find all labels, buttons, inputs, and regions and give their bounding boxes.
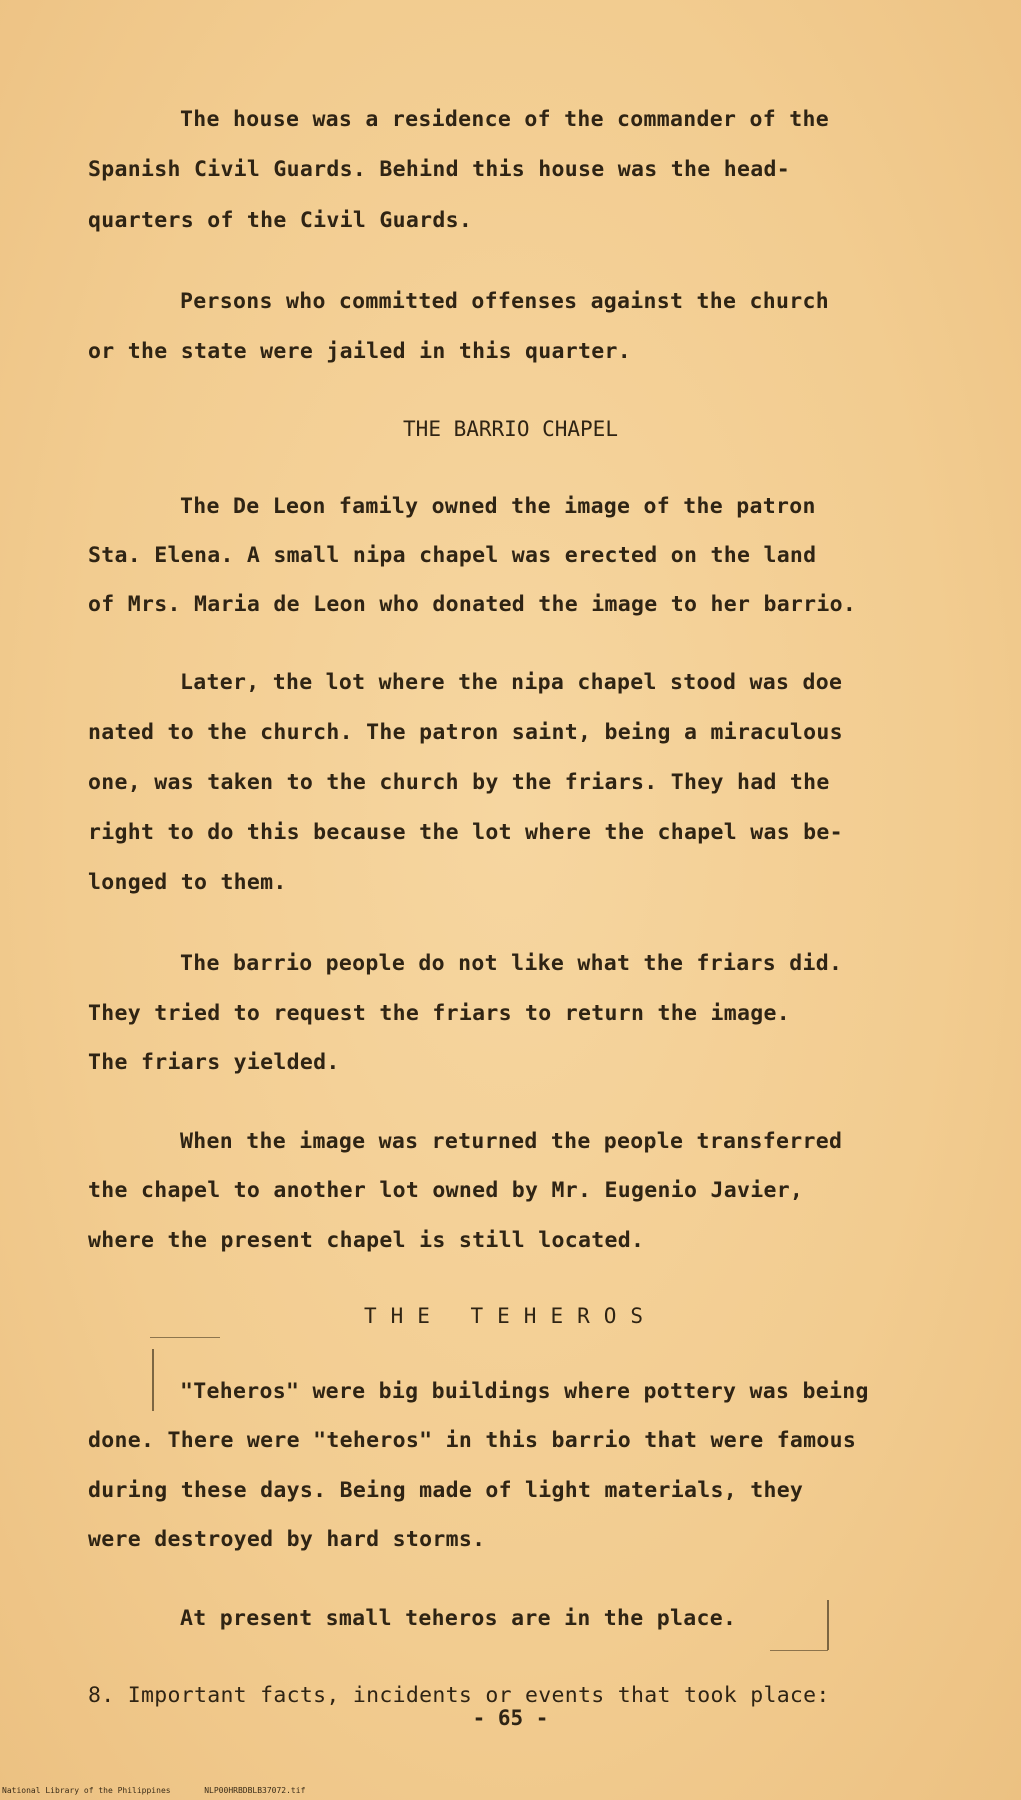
footer-filename: NLP00HRBDBLB37072.tif bbox=[204, 1786, 306, 1795]
text-line: nated to the church. The patron saint, being a miraculous bbox=[88, 720, 843, 745]
text-line: "Teheros" were big buildings where pottery was being bbox=[180, 1379, 869, 1404]
text-line: When the image was returned the people transferred bbox=[180, 1129, 843, 1154]
text-line: right to do this because the lot where the chapel was be- bbox=[88, 820, 843, 845]
pencil-bracket bbox=[152, 1349, 154, 1411]
text-line: quarters of the Civil Guards. bbox=[88, 208, 473, 233]
text-line: The friars yielded. bbox=[88, 1050, 340, 1075]
text-line: of Mrs. Maria de Leon who donated the image to her barrio. bbox=[88, 592, 857, 617]
text-line: The house was a residence of the commander of the bbox=[180, 107, 829, 132]
footer-source: National Library of the Philippines bbox=[2, 1786, 171, 1795]
text-line: one, was taken to the church by the friars. They had the bbox=[88, 770, 830, 795]
text-line: The barrio people do not like what the friars did. bbox=[180, 951, 843, 976]
item-8-heading: 8. Important facts, incidents or events that took place: bbox=[88, 1683, 830, 1708]
pencil-mark bbox=[770, 1650, 828, 1651]
text-line: where the present chapel is still located. bbox=[88, 1228, 645, 1253]
text-line: Later, the lot where the nipa chapel stood was doe bbox=[180, 670, 843, 695]
text-line: Sta. Elena. A small nipa chapel was erected on the land bbox=[88, 543, 817, 568]
text-line: done. There were "teheros" in this barrio that were famous bbox=[88, 1428, 857, 1453]
text-line: or the state were jailed in this quarter. bbox=[88, 339, 632, 364]
text-line: the chapel to another lot owned by Mr. Eugenio Javier, bbox=[88, 1178, 804, 1203]
pencil-mark bbox=[150, 1337, 220, 1338]
text-line: The De Leon family owned the image of the patron bbox=[180, 494, 816, 519]
text-line: They tried to request the friars to return the image. bbox=[88, 1001, 790, 1026]
text-line: longed to them. bbox=[88, 870, 287, 895]
text-line: Spanish Civil Guards. Behind this house was the head- bbox=[88, 157, 790, 182]
section-heading-barrio-chapel: THE BARRIO CHAPEL bbox=[403, 417, 618, 441]
text-line: At present small teheros are in the place. bbox=[180, 1606, 737, 1631]
page-number: - 65 - bbox=[472, 1706, 549, 1730]
scan-footer bbox=[2, 1786, 1002, 1795]
section-heading-teheros: THE TEHEROS bbox=[363, 1304, 658, 1328]
text-line: Persons who committed offenses against the church bbox=[180, 289, 829, 314]
text-line: were destroyed by hard storms. bbox=[88, 1527, 486, 1552]
text-line: during these days. Being made of light materials, they bbox=[88, 1478, 804, 1503]
